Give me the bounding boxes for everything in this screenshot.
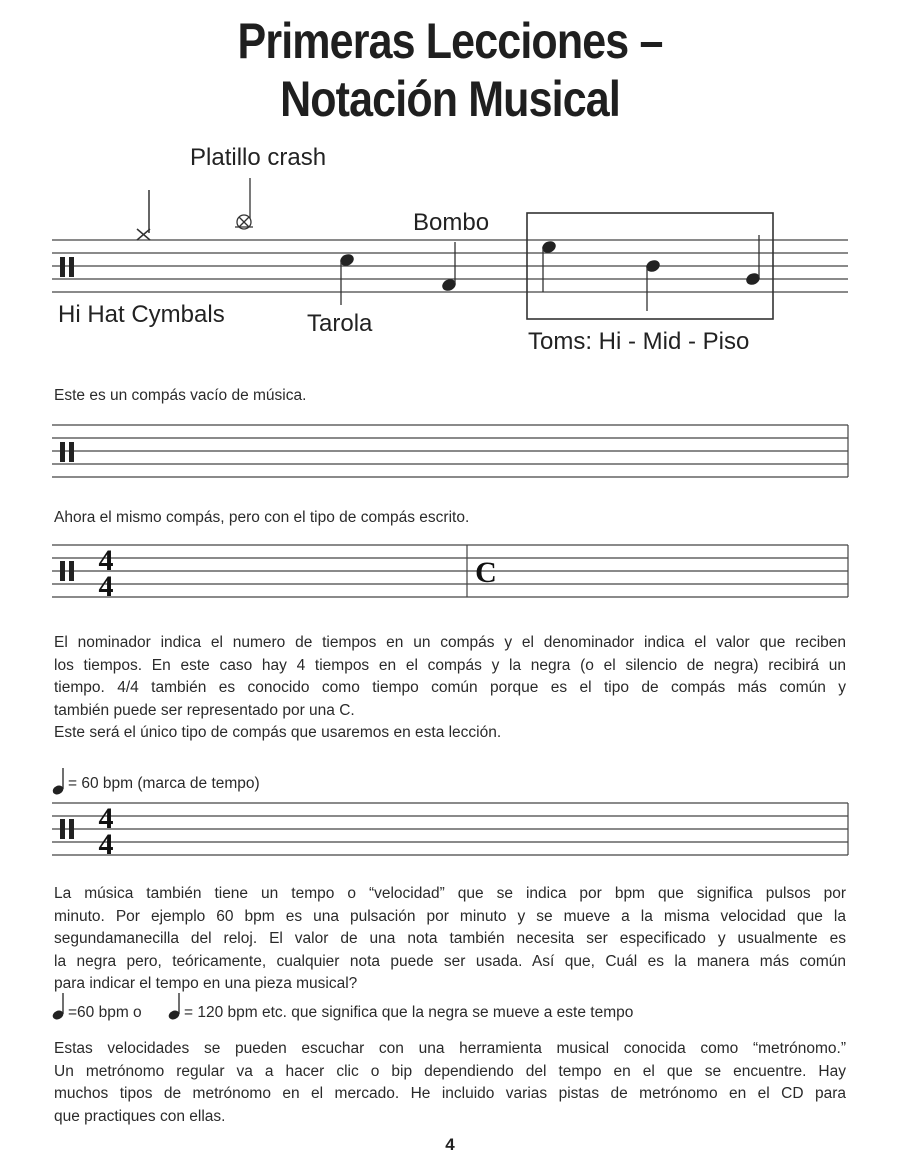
time-sig-numerator: 4 [98,544,114,577]
tempo-marking: = 60 bpm (marca de tempo) [68,775,260,792]
crash-label: Platillo crash [190,144,327,171]
time-sig-denominator: 4 [98,570,114,603]
crash-note [235,178,253,229]
percussion-clef [60,442,74,462]
metronome-paragraph [54,1038,846,1128]
quarter-note-icon [166,993,186,1023]
tarola-label: Tarola [307,310,373,337]
drum-key-staff [0,0,900,360]
floor-tom-note [744,235,761,287]
percussion-clef [60,257,74,277]
quarter-note-icon [50,768,70,798]
page-title-line-2: Notación Musical [280,71,620,127]
toms-label: Toms: Hi - Mid - Piso [528,328,750,355]
empty-measure-staff [0,420,900,480]
page-title-line-1: Primeras Lecciones – [237,13,663,69]
time-signature-staff [0,543,900,603]
metronome-line: muchos tipos de metrónomo en el mercado. He incluido varias pistas de metrónomo en el CD para [54,1085,846,1102]
explanation-line: El nominador indica el numero de tiempos en un compás y el denominador indica el valor que reciben [54,634,846,651]
metronome-line: que practiques con ellas. [54,1107,226,1125]
tempo-line: la negra pero, teóricamente, cualquier nota puede ser usada. Así que, Cuál es la manera más común [54,952,846,970]
tempo-line: minuto. Por ejemplo 60 bpm es una pulsación por minuto y se mueve a la misma velocidad que la [54,907,846,925]
time-sig-denominator: 4 [98,828,114,861]
explanation-line: los tiempos. En este caso hay 4 tiempos en el compás y la negra (o el silencio de negra) recibirá un [54,656,846,674]
metronome-line: Estas velocidades se pueden escuchar con una herramienta musical conocida como “metrónomo.” [54,1040,846,1057]
common-time-symbol: C [475,556,497,589]
tempo-paragraph [54,883,846,996]
tempo-example-120: = 120 bpm etc. que significa que la negra se mueve a este tempo [184,1004,634,1021]
time-sig-numerator: 4 [98,802,114,835]
time-signature-explanation [54,632,846,745]
tempo-example-60: =60 bpm o [68,1004,142,1021]
tempo-line: para indicar el tempo en una pieza musical? [54,975,358,992]
time-signature-caption: Ahora el mismo compás, pero con el tipo de compás escrito. [54,509,470,526]
hihat-note [137,190,150,240]
mid-tom-note [644,258,661,311]
bass-drum-note [440,242,457,293]
bombo-label: Bombo [413,209,490,236]
tempo-staff [0,800,900,860]
metronome-line: Un metrónomo regular va a hacer clic o bip dependiendo del tempo en el que se encuentre. Hay [54,1062,846,1080]
explanation-line: tiempo. 4/4 también es conocido como tiempo común porque es el tipo de compás más común y [54,679,846,696]
hihat-label: Hi Hat Cymbals [58,301,225,328]
quarter-note-icon [50,993,70,1023]
empty-measure-caption: Este es un compás vacío de música. [54,387,307,404]
tempo-line: La música también tiene un tempo o “velocidad” que se indica por bpm que significa pulsos por [54,885,846,902]
explanation-line: también puede ser representado por una C. [54,701,355,719]
page-number: 4 [445,1135,455,1154]
explanation-line: Este será el único tipo de compás que usaremos en esta lección. [54,724,502,741]
tempo-line: segundamanecilla del reloj. El valor de una nota también necesita ser especificado y usualmente es [54,930,846,947]
